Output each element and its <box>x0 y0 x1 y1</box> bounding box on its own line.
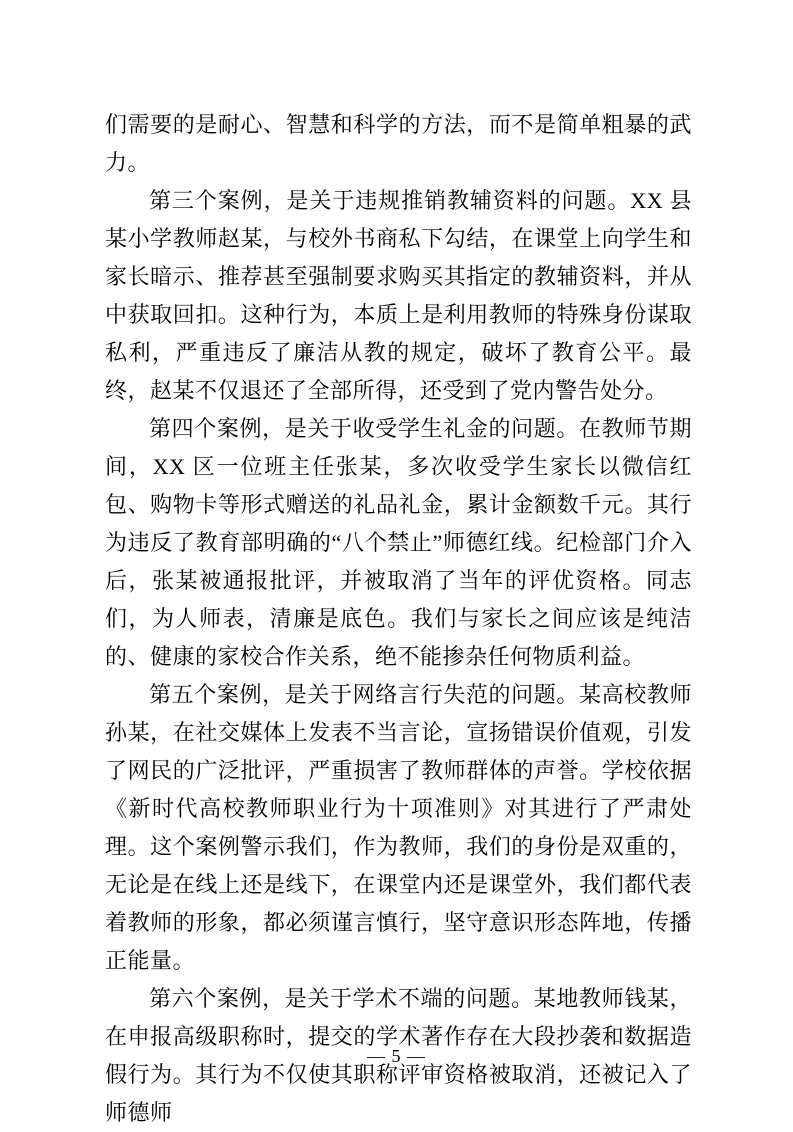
page-number: — 5 — <box>367 1046 426 1066</box>
paragraph-continuation: 们需要的是耐心、智慧和科学的方法，而不是简单粗暴的武力。 <box>105 112 692 175</box>
text-body <box>105 106 692 1132</box>
paragraph-case-three: 第三个案例，是关于违规推销教辅资料的问题。XX 县某小学教师赵某，与校外书商私下勾结，在课堂上向学生和家长暗示、推荐甚至强制要求购买其指定的教辅资料，并从中获取回扣。这种行为，本质上是利用教师的特殊身份谋取私利，严重违反了廉洁从教的规定，破坏了教育公平。最终，赵某不仅退还了全部所得，还受到了党内警告处分。 <box>105 188 692 403</box>
paragraph-case-four: 第四个案例，是关于收受学生礼金的问题。在教师节期间，XX 区一位班主任张某，多次收受学生家长以微信红包、购物卡等形式赠送的礼品礼金，累计金额数千元。其行为违反了教育部明确的“八个禁止”师德红线。纪检部门介入后，张某被通报批评，并被取消了当年的评优资格。同志们，为人师表，清廉是底色。我们与家长之间应该是纯洁的、健康的家校合作关系，绝不能掺杂任何物质利益。 <box>105 416 692 669</box>
paragraph-case-five: 第五个案例，是关于网络言行失范的问题。某高校教师孙某，在社交媒体上发表不当言论，宣扬错误价值观，引发了网民的广泛批评，严重损害了教师群体的声誉。学校依据《新时代高校教师职业行为十项准则》对其进行了严肃处理。这个案例警示我们，作为教师，我们的身份是双重的，无论是在线上还是线下，在课堂内还是课堂外，我们都代表着教师的形象，都必须谨言慎行，坚守意识形态阵地，传播正能量。 <box>105 682 692 973</box>
paragraph-case-six: 第六个案例，是关于学术不端的问题。某地教师钱某，在申报高级职称时，提交的学术著作存在大段抄袭和数据造假行为。其行为不仅使其职称评审资格被取消，还被记入了师德师 <box>105 986 692 1125</box>
